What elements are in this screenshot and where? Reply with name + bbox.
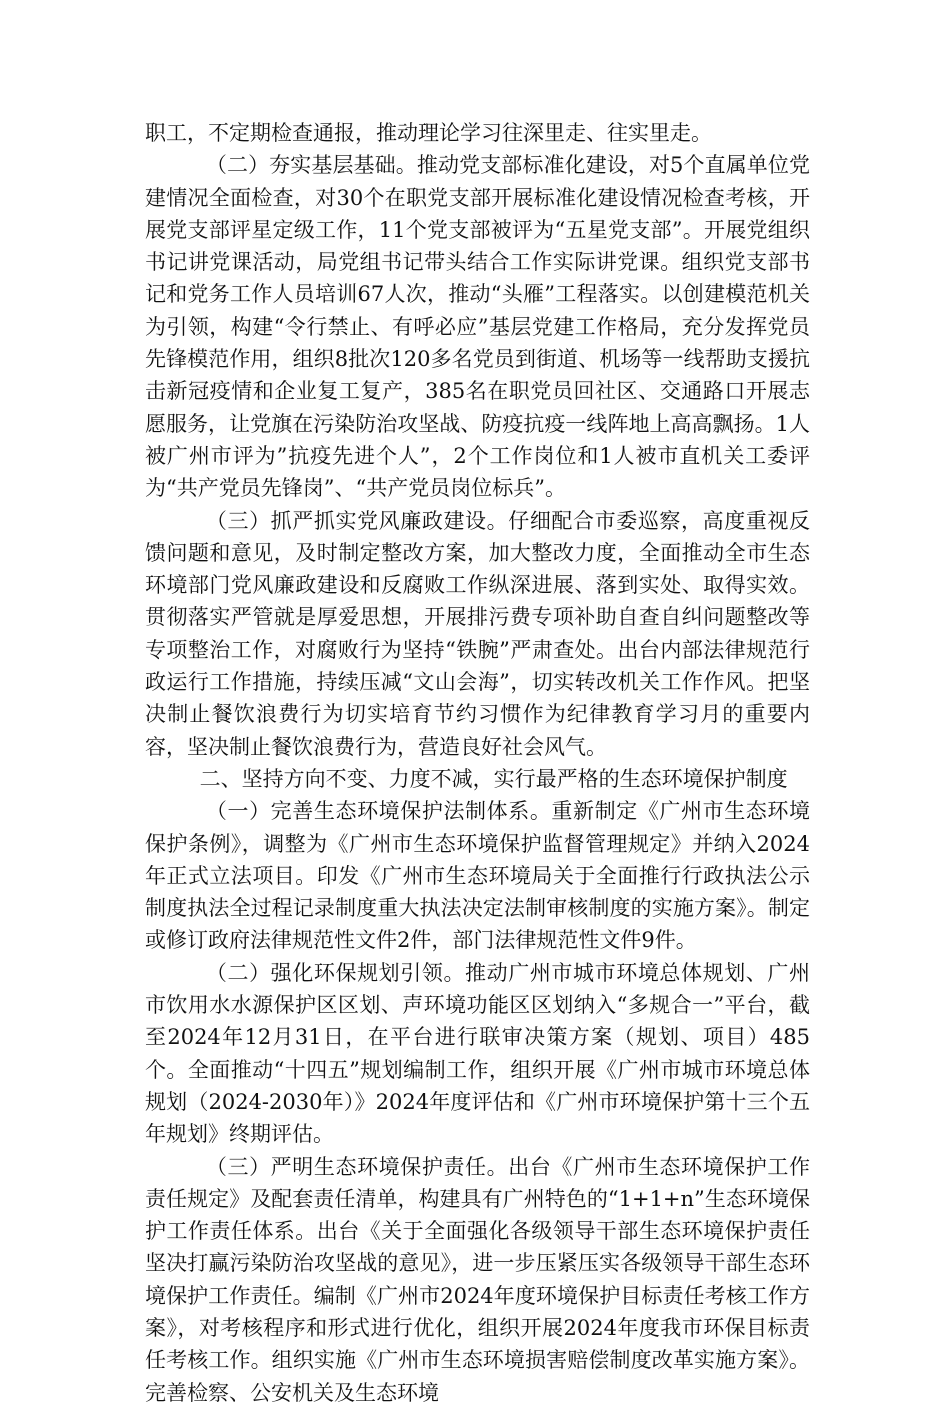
document-body: [145, 117, 810, 1409]
paragraph-integrity: （三）抓严抓实党风廉政建设。仔细配合市委巡察，高度重视反馈问题和意见，及时制定整改方案，加大整改力度，全面推动全市生态环境部门党风廉政建设和反腐败工作纵深进展、落到实处、取得实效。贯彻落实严管就是厚爱思想，开展排污费专项补助自查自纠问题整改等专项整治工作，对腐败行为坚持“铁腕”严肃查处。出台内部法律规范行政运行工作措施，持续压减“文山会海”，切实转改机关工作作风。把坚决制止餐饮浪费行为切实培育节约习惯作为纪律教育学习月的重要内容，坚决制止餐饮浪费行为，营造良好社会风气。: [145, 508, 810, 759]
section-heading: 二、坚持方向不变、力度不减，实行最严格的生态环境保护制度: [199, 766, 788, 791]
paragraph-responsibility: （三）严明生态环境保护责任。出台《广州市生态环境保护工作责任规定》及配套责任清单，构建具有广州特色的“1+1+n”生态环境保护工作责任体系。出台《关于全面强化各级领导干部生态环境保护责任坚决打赢污染防治攻坚战的意见》，进一步压紧压实各级领导干部生态环境保护工作责任。编制《广州市2024年度环境保护目标责任考核工作方案》，对考核程序和形式进行优化，组织开展2024年度我市环保目标责任考核工作。组织实施《广州市生态环境损害赔偿制度改革实施方案》。完善检察、公安机关及生态环境: [145, 1154, 810, 1405]
paragraph-planning: （二）强化环保规划引领。推动广州市城市环境总体规划、广州市饮用水水源保护区区划、声环境功能区区划纳入“多规合一”平台，截至2024年12月31日，在平台进行联审决策方案（规划、项目）485个。全面推动“十四五”规划编制工作，组织开展《广州市城市环境总体规划（2024-2030年）》2024年度评估和《广州市环境保护第十三个五年规划》终期评估。: [145, 960, 810, 1147]
paragraph-legal-system: （一）完善生态环境保护法制体系。重新制定《广州市生态环境保护条例》，调整为《广州市生态环境保护监督管理规定》并纳入2024年正式立法项目。印发《广州市生态环境局关于全面推行行政执法公示制度执法全过程记录制度重大执法决定法制审核制度的实施方案》。制定或修订政府法律规范性文件2件，部门法律规范性文件9件。: [145, 799, 810, 953]
paragraph-grassroots: （二）夯实基层基础。推动党支部标准化建设，对5个直属单位党建情况全面检查，对30个在职党支部开展标准化建设情况检查考核，开展党支部评星定级工作，11个党支部被评为“五星党支部”。开展党组织书记讲党课活动，局党组书记带头结合工作实际讲党课。组织党支部书记和党务工作人员培训67人次，推动“头雁”工程落实。以创建模范机关为引领，构建“令行禁止、有呼必应”基层党建工作格局，充分发挥党员先锋模范作用，组织8批次120多名党员到街道、机场等一线帮助支援抗击新冠疫情和企业复工复产，385名在职党员回社区、交通路口开展志愿服务，让党旗在污染防治攻坚战、防疫抗疫一线阵地上高高飘扬。1人被广州市评为”抗疫先进个人”，2个工作岗位和1人被市直机关工委评为“共产党员先锋岗”、“共产党员岗位标兵”。: [145, 153, 810, 501]
paragraph-continued: 职工，不定期检查通报，推动理论学习往深里走、往实里走。: [145, 121, 712, 145]
